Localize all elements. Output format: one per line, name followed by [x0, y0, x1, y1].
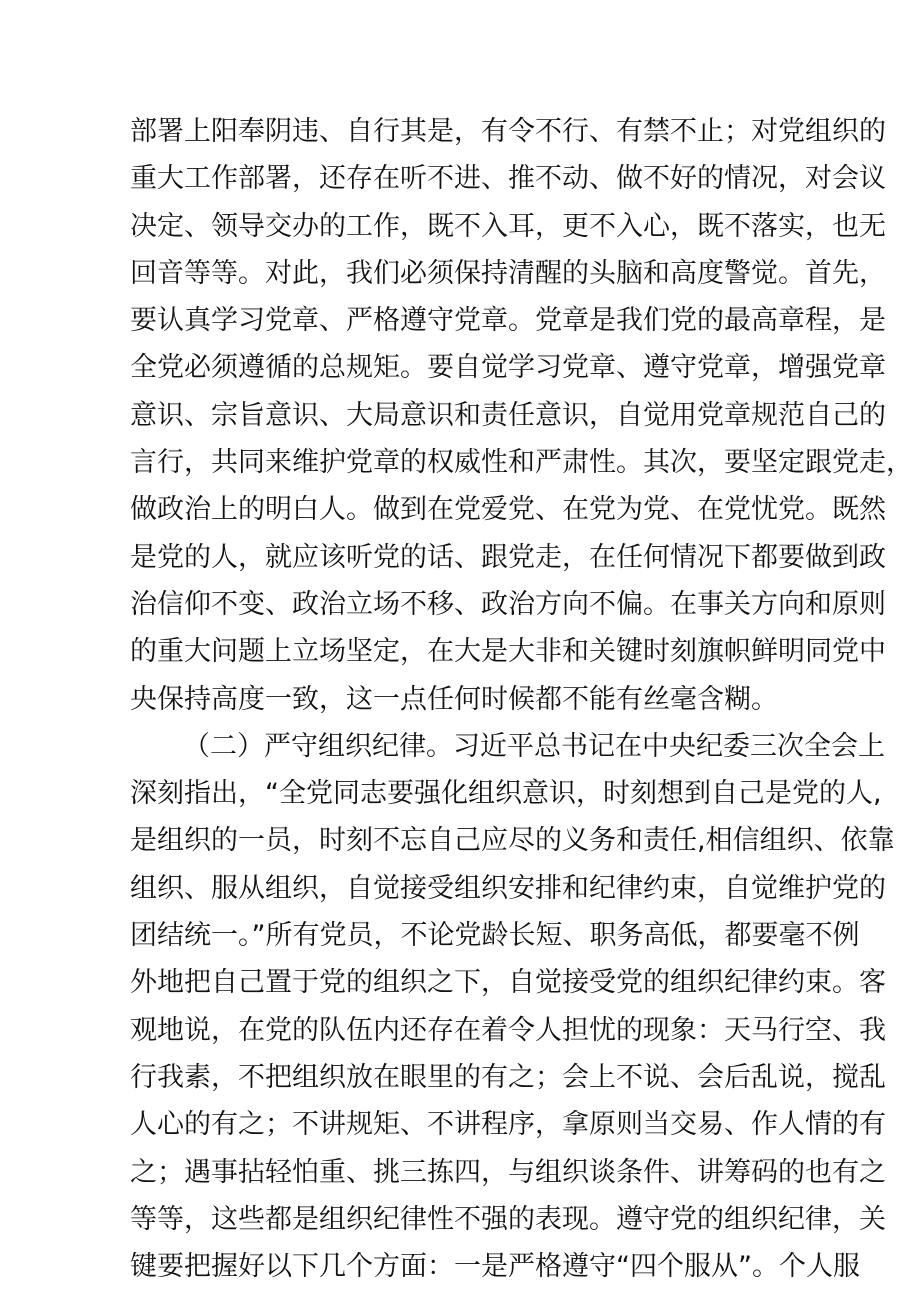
body-text	[130, 108, 913, 1290]
text-line: 深刻指出，“全党同志要强化组织意识，时刻想到自己是党的人,	[130, 778, 882, 810]
text-line: 是组织的一员，时刻不忘自己应尽的义务和责任,相信组织、依靠	[130, 825, 895, 857]
text-line: 决定、领导交办的工作，既不入耳，更不入心，既不落实，也无	[130, 210, 886, 242]
text-line: 回音等等。对此，我们必须保持清醒的头脑和高度警觉。首先，	[130, 257, 886, 289]
text-line: 要认真学习党章、严格遵守党章。党章是我们党的最高章程，是	[130, 305, 886, 337]
text-line: 全党必须遵循的总规矩。要自觉学习党章、遵守党章，增强党章	[130, 352, 886, 384]
text-line: 键要把握好以下几个方面：一是严格遵守“四个服从”。个人服	[130, 1251, 860, 1283]
text-line: 等等，这些都是组织纪律性不强的表现。遵守党的组织纪律，关	[130, 1203, 886, 1235]
text-line: 言行，共同来维护党章的权威性和严肃性。其次，要坚定跟党走，	[130, 447, 913, 479]
text-line: 做政治上的明白人。做到在党爱党、在党为党、在党忧党。既然	[130, 494, 886, 526]
text-line: 之；遇事拈轻怕重、挑三拣四，与组织谈条件、讲筹码的也有之	[130, 1156, 886, 1188]
text-line: 行我素，不把组织放在眼里的有之；会上不说、会后乱说，搅乱	[130, 1061, 886, 1093]
text-line: 外地把自己置于党的组织之下，自觉接受党的组织纪律约束。客	[130, 967, 886, 999]
text-line: 意识、宗旨意识、大局意识和责任意识，自觉用党章规范自己的	[130, 399, 886, 431]
text-line: 央保持高度一致，这一点任何时候都不能有丝毫含糊。	[130, 683, 778, 715]
text-line: 人心的有之；不讲规矩、不讲程序，拿原则当交易、作人情的有	[130, 1109, 886, 1141]
section-heading-line: （二）严守组织纪律。习近平总书记在中央纪委三次全会上	[183, 730, 885, 762]
text-line: 观地说，在党的队伍内还存在着令人担忧的现象：天马行空、我	[130, 1014, 886, 1046]
text-line: 组织、服从组织，自觉接受组织安排和纪律约束，自觉维护党的	[130, 872, 886, 904]
text-line: 治信仰不变、政治立场不移、政治方向不偏。在事关方向和原则	[130, 588, 886, 620]
text-line: 是党的人，就应该听党的话、跟党走，在任何情况下都要做到政	[130, 541, 886, 573]
text-line: 的重大问题上立场坚定，在大是大非和关键时刻旗帜鲜明同党中	[130, 636, 886, 668]
text-line: 团结统一。”所有党员，不论党龄长短、职务高低，都要毫不例	[130, 920, 860, 952]
text-line: 部署上阳奉阴违、自行其是，有令不行、有禁不止；对党组织的	[130, 116, 886, 147]
text-line: 重大工作部署，还存在听不进、推不动、做不好的情况，对会议	[130, 163, 886, 195]
